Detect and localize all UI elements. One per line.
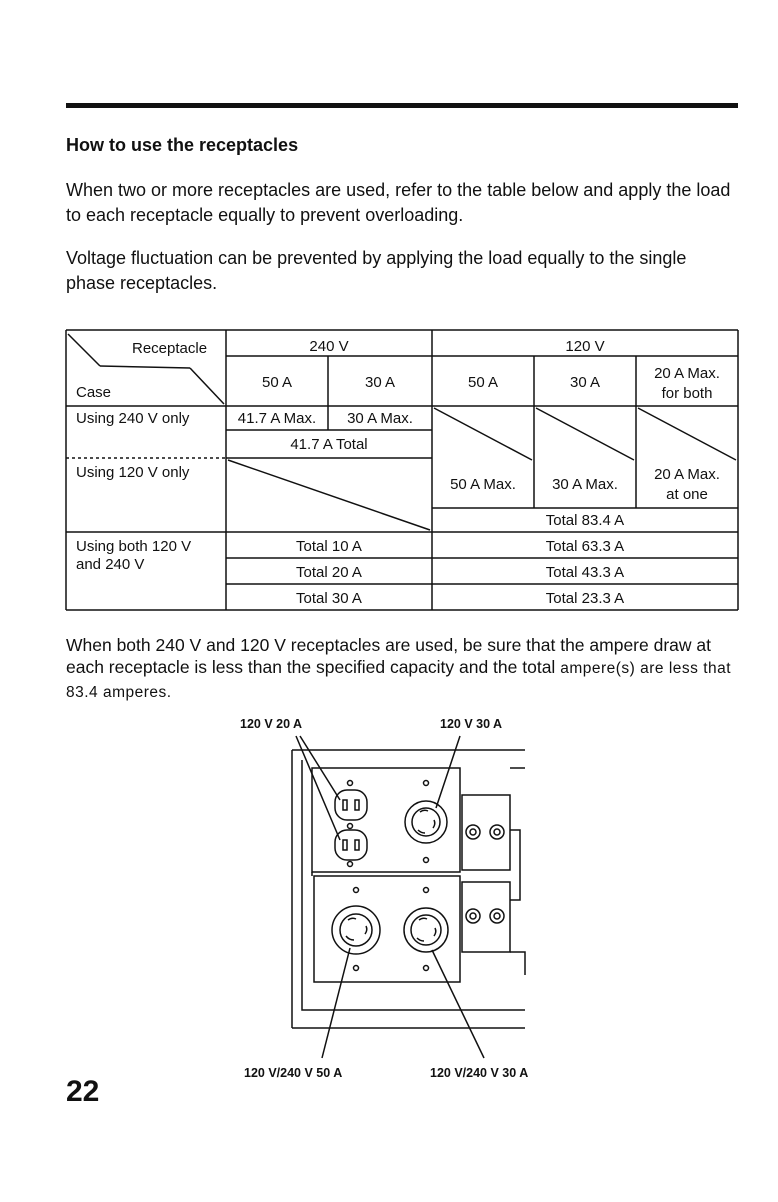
row-both-total-120: Total 23.3 A — [545, 590, 625, 607]
header-240v: 240 V — [309, 338, 349, 355]
row-120-only-30a: 30 A Max. — [552, 476, 618, 493]
corner-receptacle-label: Receptacle — [132, 340, 208, 357]
row-both-total-240: Total 10 A — [296, 538, 362, 555]
row-both-label-line2: and 240 V — [76, 556, 145, 573]
row-120-only-label: Using 120 V only — [76, 464, 190, 481]
header-120-30a: 30 A — [569, 374, 601, 391]
corner-case-label: Case — [76, 384, 112, 401]
paragraph-both-main: When both 240 V and 120 V receptacles are used, be sure that the ampere draw at each receptacle is less than the specified capacity and the total — [66, 635, 711, 677]
row-both-total-120: Total 43.3 A — [545, 564, 625, 581]
section-heading: How to use the receptacles — [66, 135, 299, 155]
row-both-total-120: Total 63.3 A — [545, 538, 625, 555]
header-240-50a: 50 A — [261, 374, 293, 391]
label-120-240v-50a: 120 V/240 V 50 A — [244, 1066, 343, 1080]
row-both-label-line1: Using both 120 V — [76, 538, 192, 555]
header-240-30a: 30 A — [364, 374, 396, 391]
row-240-only-50a: 41.7 A Max. — [237, 410, 317, 427]
row-240-only-label: Using 240 V only — [76, 410, 190, 427]
row-both-total-240: Total 30 A — [296, 590, 362, 607]
paragraph-voltage: Voltage fluctuation can be prevented by applying the load equally to the single phase receptacles. — [66, 248, 687, 293]
label-120v-30a: 120 V 30 A — [440, 717, 503, 731]
label-120v-20a: 120 V 20 A — [240, 717, 303, 731]
row-120-only-20a-line1: 20 A Max. — [654, 466, 720, 483]
row-240-only-total: 41.7 A Total — [290, 436, 368, 453]
row-120-only-total: Total 83.4 A — [545, 512, 625, 529]
row-both-total-240: Total 20 A — [296, 564, 362, 581]
header-120-50a: 50 A — [467, 374, 499, 391]
row-240-only-30a: 30 A Max. — [347, 410, 413, 427]
paragraph-intro: When two or more receptacles are used, refer to the table below and apply the load to each receptacle equally to prevent overloading. — [66, 180, 731, 225]
row-120-only-50a: 50 A Max. — [450, 476, 516, 493]
row-120-only-20a-line2: at one — [666, 486, 708, 503]
page-number: 22 — [66, 1075, 100, 1108]
header-120-20a-line1: 20 A Max. — [654, 365, 720, 382]
paragraph-both-tail: ampere(s) are less that 83.4 amperes. — [66, 660, 732, 701]
header-120v: 120 V — [565, 338, 605, 355]
label-120-240v-30a: 120 V/240 V 30 A — [430, 1066, 529, 1080]
header-120-20a-line2: for both — [661, 385, 713, 402]
